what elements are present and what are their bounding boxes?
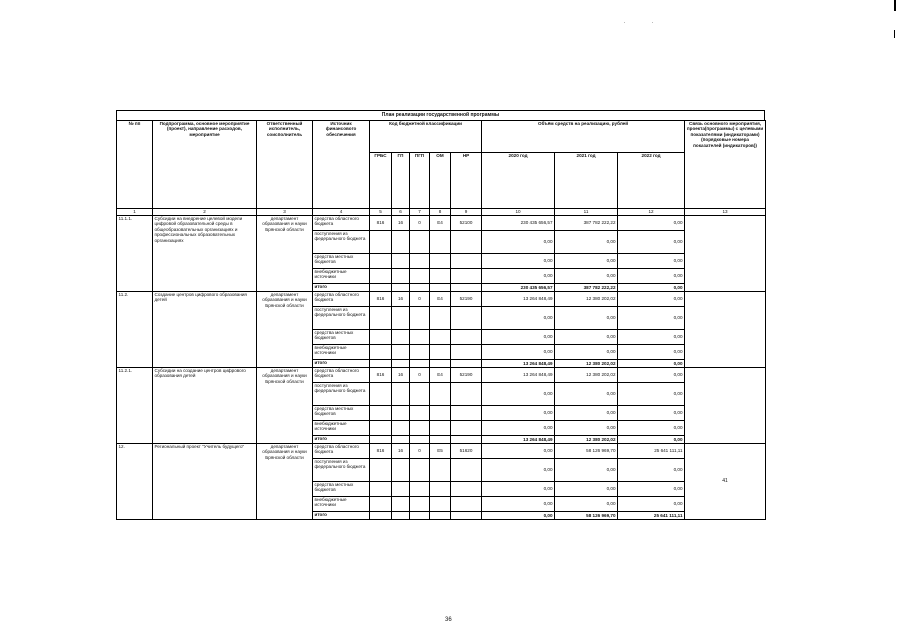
budget-code-cell xyxy=(410,269,430,284)
table-row xyxy=(117,216,766,231)
budget-code-cell xyxy=(410,330,430,345)
budget-code-cell xyxy=(370,345,392,360)
amount-cell: 0,00 xyxy=(555,345,618,360)
source-label: средства областного бюджета xyxy=(313,292,370,307)
budget-code-cell xyxy=(430,254,451,269)
header-link: Связь основного мероприятия, проекта(программы) с целевыми показателями (индикаторами) (порядковые номера показателей (индикаторов)) xyxy=(685,121,766,209)
budget-code-cell: 0 xyxy=(410,444,430,459)
amount-cell: 0,00 xyxy=(482,254,555,269)
budget-code-cell xyxy=(410,383,430,406)
budget-code-cell xyxy=(410,307,430,330)
budget-code-cell xyxy=(392,482,410,497)
row-link-indicator xyxy=(685,368,766,444)
amount-cell: 0,00 xyxy=(618,459,685,482)
amount-cell: 0,00 xyxy=(618,406,685,421)
budget-code-cell: Е4 xyxy=(430,368,451,383)
budget-code-cell xyxy=(392,436,410,444)
budget-code-cell xyxy=(410,421,430,436)
amount-cell: 0,00 xyxy=(618,482,685,497)
source-label: внебюджетные источники xyxy=(313,345,370,360)
source-label: итого xyxy=(313,436,370,444)
amount-cell: 12 380 202,02 xyxy=(555,360,618,368)
col-number: 10 xyxy=(482,209,555,216)
budget-code-cell xyxy=(370,421,392,436)
row-link-indicator xyxy=(685,216,766,292)
amount-cell: 0,00 xyxy=(555,383,618,406)
header-executor: Ответственный исполнитель, соисполнитель xyxy=(257,121,313,209)
budget-code-cell xyxy=(430,231,451,254)
amount-cell: 0,00 xyxy=(618,307,685,330)
amount-cell: 0,00 xyxy=(482,482,555,497)
source-label: средства местных бюджетов xyxy=(313,482,370,497)
row-name: Региональный проект "Учитель будущего" xyxy=(153,444,257,520)
source-label: средства областного бюджета xyxy=(313,444,370,459)
amount-cell: 13 264 848,49 xyxy=(482,368,555,383)
amount-cell: 13 264 848,49 xyxy=(482,360,555,368)
budget-code-cell: Е5 xyxy=(430,444,451,459)
budget-code-cell xyxy=(410,231,430,254)
row-name: Субсидии на создание центров цифрового образования детей xyxy=(153,368,257,444)
scan-speck xyxy=(624,22,625,23)
budget-code-cell xyxy=(430,383,451,406)
budget-code-cell xyxy=(451,406,482,421)
row-executor: департамент образования и науки Брянской области xyxy=(257,216,313,292)
budget-code-cell xyxy=(430,459,451,482)
budget-code-cell: 52100 xyxy=(451,216,482,231)
amount-cell: 12 380 202,02 xyxy=(555,292,618,307)
col-number: 4 xyxy=(313,209,370,216)
budget-code-cell xyxy=(430,512,451,520)
row-name: Субсидии на внедрение целевой модели цифровой образовательной среды в общеобразовательных организациях и профессиональных образовательных организациях xyxy=(153,216,257,292)
budget-code-cell xyxy=(370,436,392,444)
amount-cell: 0,00 xyxy=(482,330,555,345)
amount-cell: 0,00 xyxy=(555,269,618,284)
budget-code-cell xyxy=(451,512,482,520)
source-label: средства областного бюджета xyxy=(313,216,370,231)
budget-code-cell: 0 xyxy=(410,216,430,231)
amount-cell: 25 641 111,11 xyxy=(618,444,685,459)
row-executor: департамент образования и науки Брянской области xyxy=(257,292,313,368)
budget-code-cell xyxy=(370,459,392,482)
budget-code-cell xyxy=(451,284,482,292)
table-row xyxy=(117,368,766,383)
amount-cell: 0,00 xyxy=(618,292,685,307)
header-source: Источник финансового обеспечения xyxy=(313,121,370,209)
budget-code-cell xyxy=(370,406,392,421)
budget-code-cell: 16 xyxy=(392,292,410,307)
budget-code-cell xyxy=(451,497,482,512)
header-num: № пп xyxy=(117,121,153,209)
amount-cell: 0,00 xyxy=(555,307,618,330)
budget-code-cell xyxy=(430,330,451,345)
budget-code-cell xyxy=(430,482,451,497)
amount-cell: 58 126 969,70 xyxy=(555,444,618,459)
col-number: 12 xyxy=(618,209,685,216)
amount-cell: 0,00 xyxy=(555,406,618,421)
col-number: 3 xyxy=(257,209,313,216)
row-link-indicator xyxy=(685,292,766,368)
budget-code-cell: 0 xyxy=(410,368,430,383)
header-nr: НР xyxy=(451,153,482,209)
source-label: поступления из федерального бюджета xyxy=(313,459,370,482)
budget-code-cell xyxy=(410,482,430,497)
amount-cell: 0,00 xyxy=(555,459,618,482)
amount-cell: 0,00 xyxy=(618,284,685,292)
budget-code-cell xyxy=(451,269,482,284)
amount-cell: 58 126 969,70 xyxy=(555,512,618,520)
header-om: ОМ xyxy=(430,153,451,209)
budget-code-cell xyxy=(370,307,392,330)
budget-code-cell xyxy=(451,360,482,368)
amount-cell: 230 435 656,57 xyxy=(482,284,555,292)
col-number: 6 xyxy=(392,209,410,216)
amount-cell: 0,00 xyxy=(555,482,618,497)
amount-cell: 0,00 xyxy=(618,231,685,254)
amount-cell: 0,00 xyxy=(618,497,685,512)
budget-code-cell xyxy=(410,284,430,292)
budget-code-cell xyxy=(451,330,482,345)
budget-code-cell: 51620 xyxy=(451,444,482,459)
budget-code-cell xyxy=(430,497,451,512)
table-row xyxy=(117,444,766,459)
col-number: 5 xyxy=(370,209,392,216)
col-number: 2 xyxy=(153,209,257,216)
row-num: 11.1.1. xyxy=(117,216,153,292)
table-title: План реализации государственной программы xyxy=(116,110,765,120)
amount-cell: 0,00 xyxy=(482,512,555,520)
budget-code-cell xyxy=(410,406,430,421)
table-row xyxy=(117,292,766,307)
amount-cell: 0,00 xyxy=(618,254,685,269)
amount-cell: 0,00 xyxy=(482,497,555,512)
source-label: поступления из федерального бюджета xyxy=(313,231,370,254)
budget-code-cell xyxy=(370,497,392,512)
budget-code-cell xyxy=(410,436,430,444)
plan-body xyxy=(117,216,766,520)
amount-cell: 0,00 xyxy=(555,421,618,436)
source-label: средства местных бюджетов xyxy=(313,254,370,269)
amount-cell: 0,00 xyxy=(618,436,685,444)
source-label: средства местных бюджетов xyxy=(313,406,370,421)
budget-code-cell: 52190 xyxy=(451,292,482,307)
budget-code-cell xyxy=(451,436,482,444)
header-2020: 2020 год xyxy=(482,153,555,209)
budget-code-cell: Е4 xyxy=(430,292,451,307)
source-label: поступления из федерального бюджета xyxy=(313,307,370,330)
budget-code-cell xyxy=(370,383,392,406)
amount-cell: 0,00 xyxy=(618,345,685,360)
budget-code-cell xyxy=(410,497,430,512)
amount-cell: 387 782 222,22 xyxy=(555,216,618,231)
col-number: 8 xyxy=(430,209,451,216)
amount-cell: 0,00 xyxy=(618,330,685,345)
amount-cell: 25 641 111,11 xyxy=(618,512,685,520)
row-num: 11.2.1. xyxy=(117,368,153,444)
budget-code-cell: 16 xyxy=(392,216,410,231)
budget-code-cell xyxy=(370,231,392,254)
row-executor: департамент образования и науки Брянской области xyxy=(257,368,313,444)
col-number: 9 xyxy=(451,209,482,216)
budget-code-cell xyxy=(392,231,410,254)
budget-code-cell xyxy=(451,254,482,269)
amount-cell: 0,00 xyxy=(555,231,618,254)
amount-cell: 0,00 xyxy=(482,406,555,421)
budget-code-cell xyxy=(430,406,451,421)
budget-code-cell xyxy=(451,459,482,482)
budget-code-cell xyxy=(410,345,430,360)
budget-code-cell xyxy=(392,406,410,421)
budget-code-cell: Е4 xyxy=(430,216,451,231)
row-name: Создание центров цифрового образования детей xyxy=(153,292,257,368)
budget-code-cell xyxy=(392,497,410,512)
budget-code-cell: 52190 xyxy=(451,368,482,383)
row-num: 11.2. xyxy=(117,292,153,368)
budget-code-cell xyxy=(392,330,410,345)
source-label: средства областного бюджета xyxy=(313,368,370,383)
source-label: итого xyxy=(313,360,370,368)
row-executor: департамент образования и науки Брянской области xyxy=(257,444,313,520)
budget-code-cell xyxy=(392,421,410,436)
budget-code-cell: 16 xyxy=(392,368,410,383)
budget-code-cell xyxy=(451,345,482,360)
header-pgp: ПГП xyxy=(410,153,430,209)
amount-cell: 13 264 848,49 xyxy=(482,436,555,444)
budget-code-cell: 816 xyxy=(370,216,392,231)
amount-cell: 0,00 xyxy=(618,269,685,284)
budget-code-cell: 816 xyxy=(370,368,392,383)
amount-cell: 0,00 xyxy=(618,421,685,436)
budget-code-cell: 816 xyxy=(370,292,392,307)
budget-code-cell xyxy=(392,360,410,368)
budget-code-cell xyxy=(430,269,451,284)
col-number: 1 xyxy=(117,209,153,216)
budget-code-cell xyxy=(430,284,451,292)
header-2021: 2021 год xyxy=(555,153,618,209)
budget-code-cell xyxy=(430,345,451,360)
col-number: 11 xyxy=(555,209,618,216)
row-link-indicator: 41 xyxy=(685,444,766,520)
budget-code-cell xyxy=(392,345,410,360)
header-name: Подпрограмма, основное мероприятие (проект), направление расходов, мероприятие xyxy=(153,121,257,209)
budget-code-cell xyxy=(370,269,392,284)
amount-cell: 0,00 xyxy=(618,360,685,368)
header-gp: ГП xyxy=(392,153,410,209)
source-label: итого xyxy=(313,512,370,520)
budget-code-cell xyxy=(430,360,451,368)
amount-cell: 0,00 xyxy=(482,421,555,436)
budget-code-cell xyxy=(410,360,430,368)
budget-code-cell xyxy=(410,512,430,520)
budget-code-cell xyxy=(392,307,410,330)
amount-cell: 12 380 202,02 xyxy=(555,368,618,383)
program-plan-table xyxy=(116,120,766,520)
header-2022: 2022 год xyxy=(618,153,685,209)
source-label: итого xyxy=(313,284,370,292)
budget-code-cell xyxy=(370,482,392,497)
amount-cell: 0,00 xyxy=(555,254,618,269)
budget-code-cell xyxy=(370,330,392,345)
header-volume: Объём средств на реализацию, рублей xyxy=(482,121,685,153)
budget-code-cell xyxy=(370,512,392,520)
budget-code-cell: 0 xyxy=(410,292,430,307)
program-plan-sheet xyxy=(116,110,765,520)
budget-code-cell xyxy=(451,307,482,330)
amount-cell: 12 380 202,02 xyxy=(555,436,618,444)
budget-code-cell xyxy=(370,284,392,292)
source-label: внебюджетные источники xyxy=(313,497,370,512)
source-label: поступления из федерального бюджета xyxy=(313,383,370,406)
budget-code-cell: 16 xyxy=(392,444,410,459)
source-label: средства местных бюджетов xyxy=(313,330,370,345)
scan-edge-mark xyxy=(894,30,895,38)
budget-code-cell xyxy=(392,284,410,292)
budget-code-cell xyxy=(410,254,430,269)
budget-code-cell xyxy=(430,421,451,436)
budget-code-cell xyxy=(392,459,410,482)
col-number: 13 xyxy=(685,209,766,216)
amount-cell: 0,00 xyxy=(482,444,555,459)
budget-code-cell xyxy=(392,512,410,520)
budget-code-cell xyxy=(410,459,430,482)
header-budget-code: Код бюджетной классификации xyxy=(370,121,482,153)
page-number: 36 xyxy=(445,617,452,623)
budget-code-cell xyxy=(370,360,392,368)
amount-cell: 0,00 xyxy=(482,269,555,284)
budget-code-cell xyxy=(392,254,410,269)
budget-code-cell xyxy=(430,436,451,444)
scan-edge-mark xyxy=(894,0,896,11)
budget-code-cell xyxy=(392,383,410,406)
amount-cell: 0,00 xyxy=(482,345,555,360)
budget-code-cell xyxy=(370,254,392,269)
col-number: 7 xyxy=(410,209,430,216)
scan-speck xyxy=(652,22,653,23)
amount-cell: 0,00 xyxy=(618,383,685,406)
budget-code-cell xyxy=(392,269,410,284)
amount-cell: 0,00 xyxy=(482,307,555,330)
amount-cell: 0,00 xyxy=(482,383,555,406)
row-num: 12. xyxy=(117,444,153,520)
source-label: внебюджетные источники xyxy=(313,269,370,284)
budget-code-cell xyxy=(430,307,451,330)
amount-cell: 13 264 848,49 xyxy=(482,292,555,307)
amount-cell: 0,00 xyxy=(482,231,555,254)
amount-cell: 0,00 xyxy=(555,497,618,512)
budget-code-cell xyxy=(451,421,482,436)
amount-cell: 0,00 xyxy=(618,368,685,383)
budget-code-cell xyxy=(451,482,482,497)
header-grbs: ГРБС xyxy=(370,153,392,209)
budget-code-cell xyxy=(451,383,482,406)
amount-cell: 0,00 xyxy=(555,330,618,345)
budget-code-cell: 816 xyxy=(370,444,392,459)
source-label: внебюджетные источники xyxy=(313,421,370,436)
column-number-row xyxy=(117,209,766,216)
amount-cell: 387 782 222,22 xyxy=(555,284,618,292)
amount-cell: 230 435 656,57 xyxy=(482,216,555,231)
amount-cell: 0,00 xyxy=(482,459,555,482)
amount-cell: 0,00 xyxy=(618,216,685,231)
budget-code-cell xyxy=(451,231,482,254)
